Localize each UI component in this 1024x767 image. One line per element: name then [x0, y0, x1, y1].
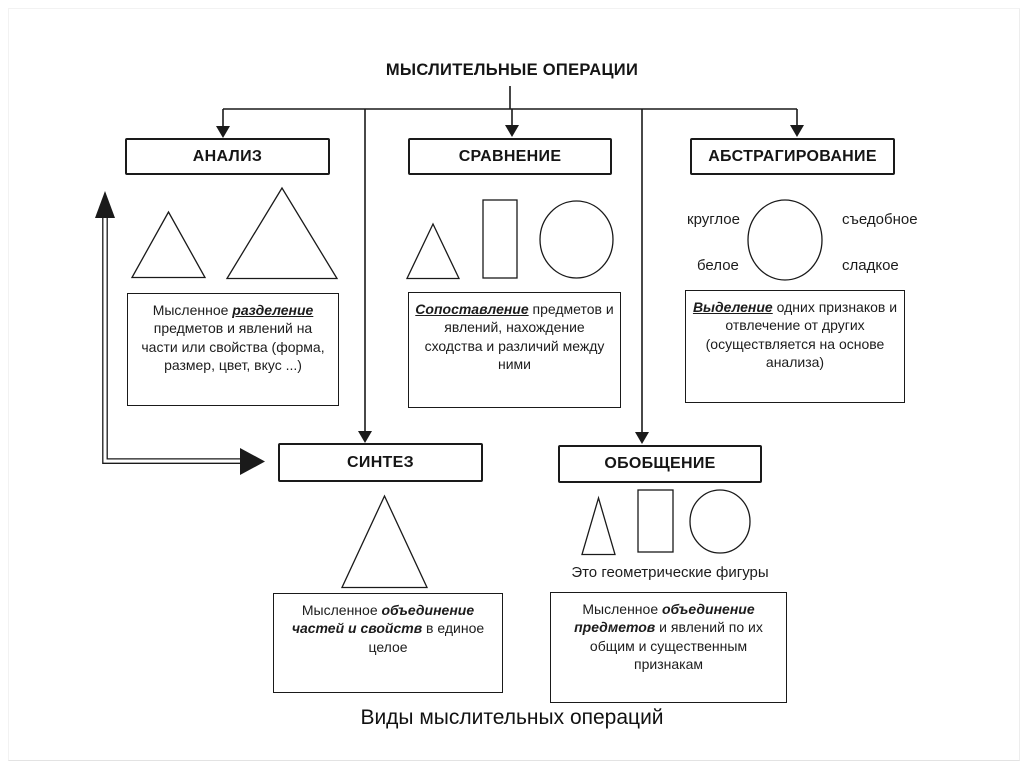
- abstraction-description-box: [685, 290, 905, 403]
- analysis-description-box: [127, 293, 339, 406]
- analysis-desc-emphasis: разделение: [232, 302, 314, 318]
- generalization-label: ОБОБЩЕНИЕ: [604, 455, 716, 472]
- analysis-box: [125, 138, 330, 175]
- analysis-desc-prefix: Мысленное: [152, 302, 233, 318]
- arrowhead-down-comparison: [505, 125, 519, 137]
- abstraction-desc-suffix: одних признаков и отвлечение от других (осуществляется на основе анализа): [705, 299, 898, 371]
- arrowhead-down-synthesis: [358, 431, 372, 443]
- synthesis-box: [278, 443, 483, 482]
- abstraction-word-sweet: сладкое: [842, 257, 899, 274]
- feedback-arrowhead-right: [240, 448, 265, 475]
- abstraction-label: АБСТРАГИРОВАНИЕ: [708, 147, 877, 165]
- synthesis-label: СИНТЕЗ: [347, 453, 414, 471]
- generalization-shapes-note: Это геометрические фигуры: [571, 564, 769, 581]
- comparison-label: СРАВНЕНИЕ: [458, 147, 562, 165]
- analysis-large-triangle-shape: [227, 188, 337, 279]
- generalization-description-box: [550, 592, 787, 703]
- comparison-description-box: [408, 292, 621, 408]
- abstraction-desc-emphasis: Выделение: [692, 299, 773, 315]
- comparison-rectangle-shape: [483, 200, 517, 278]
- diagram-title: МЫСЛИТЕЛЬНЫЕ ОПЕРАЦИИ: [385, 61, 639, 79]
- comparison-triangle-shape: [407, 224, 459, 279]
- synthesis-desc-prefix: Мысленное: [301, 602, 382, 618]
- abstraction-word-white: белое: [697, 257, 739, 274]
- comparison-desc-emphasis: Сопоставление: [415, 301, 529, 317]
- analysis-desc-suffix: предметов и явлений на части или свойства (форма, размер, цвет, вкус ...): [141, 320, 325, 374]
- comparison-circle-shape: [540, 201, 613, 278]
- arrowhead-down-analysis: [216, 126, 230, 138]
- generalization-rectangle-shape: [638, 490, 673, 552]
- abstraction-box: [690, 138, 895, 175]
- generalization-desc-emphasis: объединение предметов: [574, 601, 755, 636]
- comparison-desc-suffix: предметов и явлений, нахождение сходства и различий между ними: [424, 301, 614, 373]
- synthesis-desc-suffix: в единое целое: [368, 620, 485, 655]
- synthesis-triangle-shape: [342, 496, 427, 588]
- generalization-desc-suffix: и явлений по их общим и существенным признакам: [589, 619, 763, 673]
- abstraction-word-edible: съедобное: [842, 211, 918, 228]
- arrowhead-down-abstraction: [790, 125, 804, 137]
- slide-caption: Виды мыслительных операций: [360, 706, 664, 729]
- comparison-box: [408, 138, 612, 175]
- analysis-label: АНАЛИЗ: [192, 147, 263, 165]
- generalization-triangle-shape: [582, 498, 615, 555]
- analysis-small-triangle-shape: [132, 212, 205, 278]
- generalization-circle-shape: [690, 490, 750, 553]
- feedback-arrowhead-up: [95, 191, 115, 218]
- generalization-desc-prefix: Мысленное: [582, 601, 662, 617]
- abstraction-circle-shape: [748, 200, 822, 280]
- synthesis-desc-emphasis: объединение частей и свойств: [291, 602, 475, 637]
- arrowhead-down-generalization: [635, 432, 649, 444]
- synthesis-description-box: [273, 593, 503, 693]
- abstraction-word-round: круглое: [687, 211, 740, 228]
- generalization-box: [558, 445, 762, 483]
